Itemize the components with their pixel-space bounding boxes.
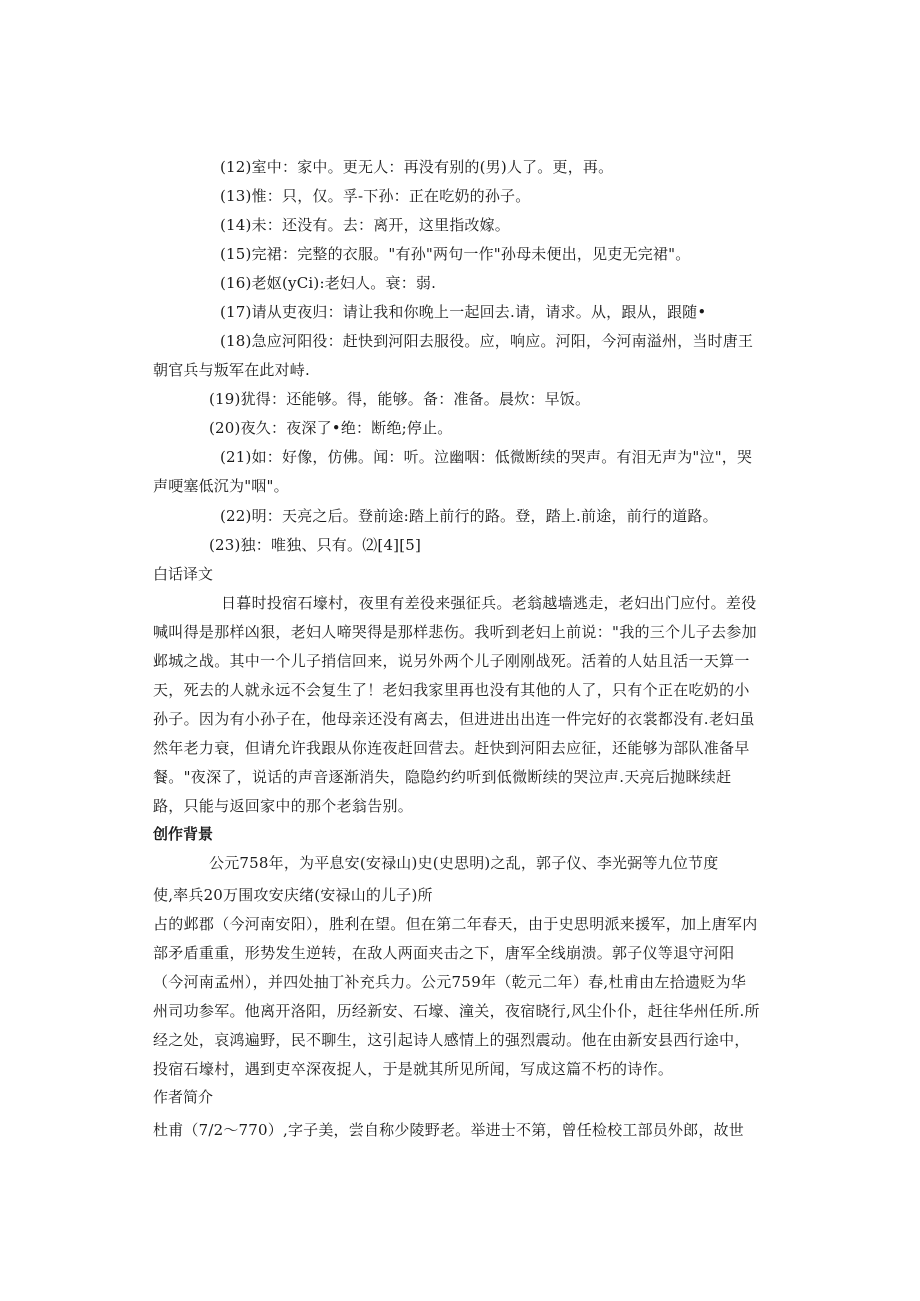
author-line1: 杜甫（7/2〜770）,字子美，尝自称少陵野老。举进士不第，曾任检校工部员外郎，故世 (153, 1121, 744, 1139)
note-18-line2: 朝官兵与叛军在此对峙. (153, 361, 310, 379)
note-19: (19)犹得：还能够。得，能够。备：准备。晨炊：早饭。 (209, 390, 591, 408)
translation-heading: 白话译文 (153, 565, 214, 583)
note-22: (22)明：天亮之后。登前途:踏上前行的路。登，踏上.前途，前行的道路。 (220, 507, 718, 525)
note-18-line1: (18)急应河阳役：赶快到河阳去服役。应，响应。河阳，今河南溢州，当时唐王 (220, 332, 754, 350)
note-15: (15)完裙：完整的衣服。"有孙"两句一作"孙母未便出，见吏无完裙"。 (220, 245, 691, 263)
note-14: (14)未：还没有。去：离开，这里指改嫁。 (220, 216, 510, 234)
note-13: (13)惟：只，仅。孚-下孙：正在吃奶的孙子。 (220, 187, 531, 205)
background-heading: 创作背景 (153, 825, 214, 843)
background-line1: 公元758年，为平息安(安禄山)史(史思明)之乱，郭子仪、李光弼等九位节度 (209, 854, 719, 872)
translation-body: 日暮时投宿石壕村，夜里有差役来强征兵。老翁越墙逃走，老妇出门应付。差役喊叫得是那样凶狠，老妇人啼哭得是那样悲伤。我听到老妇上前说："我的三个儿子去参加邺城之战。其中一个儿子捎信回来，说另外两个儿子刚刚战死。活着的人姑且活一天算一天，死去的人就永远不会复生了！老妇我家里再也没有其他的人了，只有个正在吃奶的小孙子。因为有小孙子在，他母亲还没有离去，但进进出出连一件完好的衣裳都没有.老妇虽然年老力衰，但请允许我跟从你连夜赶回营去。赶快到河阳去应征，还能够为部队准备早餐。"夜深了，说话的声音逐渐消失，隐隐约约听到低微断续的哭泣声.天亮后抛眯续赶路，只能与返回家中的那个老翁告别。 (153, 594, 757, 815)
note-17: (17)请从吏夜归：请让我和你晚上一起回去.请，请求。从，跟从，跟随• (220, 303, 707, 321)
note-20: (20)夜久：夜深了•绝：断绝;停止。 (209, 419, 453, 437)
note-16: (16)老妪(yCi):老妇人。衰：弱. (220, 274, 437, 292)
note-23: (23)独：唯独、只有。⑵[4][5] (209, 536, 422, 554)
background-body: 占的邺郡（今河南安阳），胜利在望。但在第二年春天，由于史思明派来援军，加上唐军内部矛盾重重，形势发生逆转，在敌人两面夹击之下，唐军全线崩溃。郭子仪等退守河阳（今河南孟州），并四处抽丁补充兵力。公元759年（乾元二年）春,杜甫由左拾遗贬为华州司功参军。他离开洛阳，历经新安、石壕、潼关，夜宿晓行,风尘仆仆，赶往华州任所.所经之处，哀鸿遍野，民不聊生，这引起诗人感情上的强烈震动。他在由新安县西行途中，投宿石壕村，遇到吏卒深夜捉人，于是就其所见所闻，写成这篇不朽的诗作。 (153, 915, 760, 1078)
note-12: (12)室中：家中。更无人：再没有别的(男)人了。更，再。 (220, 158, 614, 176)
note-21-line2: 声哽塞低沉为"咽"。 (153, 477, 289, 495)
author-heading: 作者简介 (153, 1088, 214, 1106)
note-21-line1: (21)如：好像，仿佛。闻：听。泣幽咽：低微断续的哭声。有泪无声为"泣"，哭 (220, 448, 753, 466)
background-line2: 使,率兵20万围攻安庆绪(安禄山的儿子)所 (153, 886, 433, 904)
